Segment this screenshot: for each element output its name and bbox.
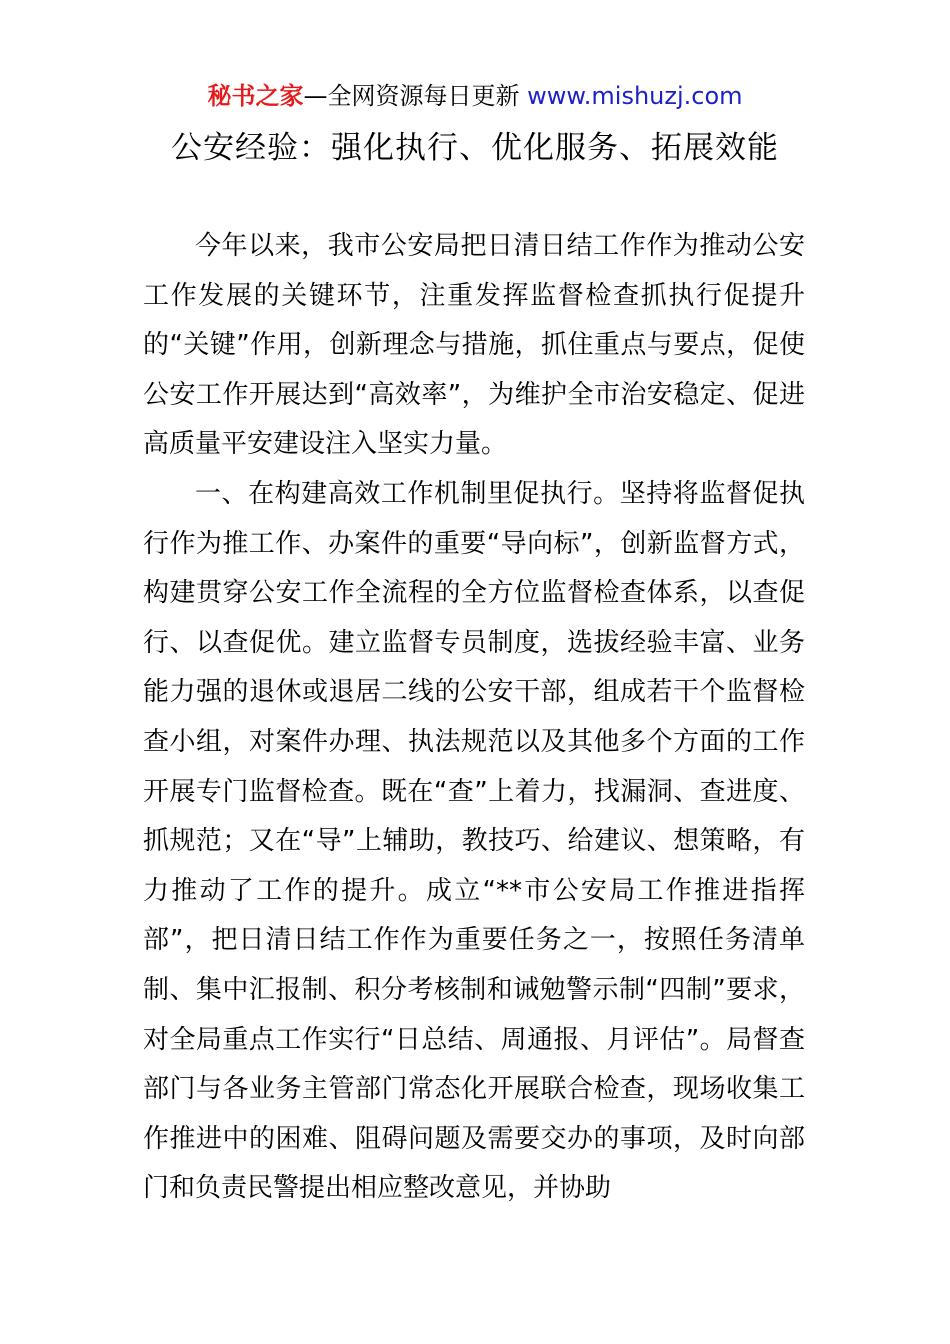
site-banner: [0, 80, 950, 112]
paragraph-section-one: 一、在构建高效工作机制里促执行。坚持将监督促执行作为推工作、办案件的重要“导向标”，创新监督方式，构建贯穿公安工作全流程的全方位监督检查体系，以查促行、以查促优。建立监督专员制度，选拔经验丰富、业务能力强的退休或退居二线的公安干部，组成若干个监督检查小组，对案件办理、执法规范以及其他多个方面的工作开展专门监督检查。既在“查”上着力，找漏洞、查进度、抓规范；又在“导”上辅助，教技巧、给建议、想策略，有力推动了工作的提升。成立“**市公安局工作推进指挥部”，把日清日结工作作为重要任务之一，按照任务清单制、集中汇报制、积分考核制和诫勉警示制“四制”要求，对全局重点工作实行“日总结、周通报、月评估”。局督查部门与各业务主管部门常态化开展联合检查，现场收集工作推进中的困难、阻碍问题及需要交办的事项，及时向部门和负责民警提出相应整改意见，并协助: [143, 478, 805, 1204]
paragraph-intro: 今年以来，我市公安局把日清日结工作作为推动公安工作发展的关键环节，注重发挥监督检查抓执行促提升的“关键”作用，创新理念与措施，抓住重点与要点，促使公安工作开展达到“高效率”，为维护全市治安稳定、促进高质量平安建设注入坚实力量。: [143, 231, 805, 460]
document-body: [143, 222, 805, 1214]
site-url-link[interactable]: www.mishuzj.com: [527, 82, 743, 110]
site-slogan: —全网资源每日更新: [303, 82, 528, 110]
site-brand: 秘书之家: [207, 82, 304, 110]
document-title: 公安经验：强化执行、优化服务、拓展效能: [171, 130, 779, 166]
